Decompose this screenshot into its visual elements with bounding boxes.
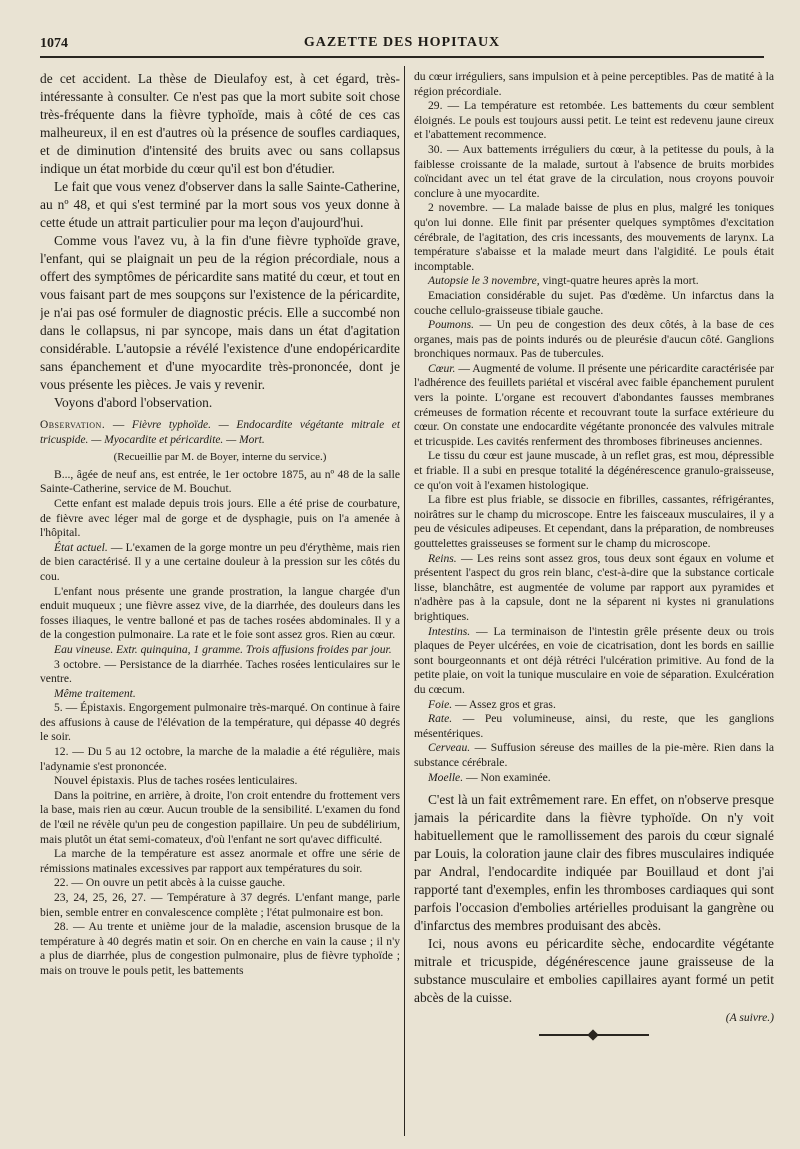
rate <box>414 712 774 741</box>
foie <box>414 698 774 713</box>
section-label: Cerveau. <box>428 741 471 755</box>
intestins <box>414 625 774 698</box>
page-number: 1074 <box>40 36 68 51</box>
treatment: Eau vineuse. Extr. quinquina, 1 gramme. Trois affusions froides par jour. <box>54 642 392 656</box>
paragraph: Emaciation considérable du sujet. Pas d'œdème. Un infarctus dans la couche cellulo-graisseuse tibiale gauche. <box>414 288 774 317</box>
paragraph: L'enfant nous présente une grande prostration, la langue chargée d'un enduit muqueux ; une fièvre assez vive, de la diarrhée, des douleurs dans les fosses iliaques, le ventre balloné et pas de taches rosées abdominales. Il y a de la congestion pulmonaire. La rate et le foie sont assez gros. Rien au cœur. <box>40 584 400 642</box>
autopsie <box>414 274 774 289</box>
paragraph: La marche de la température est assez anormale et offre une série de rémissions matinales excessives par rapport aux températures du soir. <box>40 847 400 875</box>
section-label: Autopsie le 3 novembre, <box>428 274 540 288</box>
section-label: Foie. <box>428 697 453 711</box>
paragraph: 3 octobre. — Persistance de la diarrhée. Taches rosées lenticulaires sur le ventre. <box>40 657 400 686</box>
paragraph: Ici, nous avons eu péricardite sèche, endocardite végétante mitrale et tricuspide, dégénérescence jaune graisseuse de la substance musculaire et embolies capillaires ayant formé un petit abcès de la cuisse. <box>414 936 774 1006</box>
section-label: Reins. <box>428 551 457 565</box>
coeur <box>414 362 774 450</box>
paragraph: Comme vous l'avez vu, à la fin d'une fièvre typhoïde grave, l'enfant, qui se plaignait un peu de la région précordiale, nous a offert des symptômes de péricardite sans matité du cœur, et tout en vous faisant part de mes soupçons sur l'existence de la péricardite, je n'ai pas osé formuler de diagnostic précis. Elle a succombé non dans le collapsus, ni par syncope, mais dans un état d'agitation considérable. L'autopsie a révélé l'existence d'une endopéricardite sans épanchement et d'une myocardite très-prononcée, dont je vous présente les pièces. Je vais y revenir. <box>40 233 400 392</box>
page-header <box>40 30 764 58</box>
section-label: Cœur. <box>428 361 456 375</box>
paragraph: 23, 24, 25, 26, 27. — Température à 37 degrés. L'enfant mange, parle bien, semble entrer en convalescence complète ; l'état pulmonaire est bon. <box>40 891 400 919</box>
reins <box>414 552 774 625</box>
end-ornament <box>539 1034 649 1036</box>
observation-heading: Observation. — Fièvre typhoïde. — Endocardite végétante mitrale et tricuspide. — Myocardite et péricardite. — Mort. <box>40 419 400 446</box>
section-text: — Un peu de congestion des deux côtés, à la base de ces organes, mais pas de points indurés ou de pleurésie d'aucun côté. Ganglions bronchiques normaux. Pas de tubercules. <box>414 318 774 361</box>
section-text: vingt-quatre heures après la mort. <box>539 274 699 288</box>
right-column <box>414 70 774 1132</box>
same-treatment: Même traitement. <box>54 686 136 700</box>
paragraph: Cette enfant est malade depuis trois jours. Elle a été prise de courbature, de fièvre avec léger mal de gorge et de dysphagie, puis on l'a amenée à l'hôpital. <box>40 496 400 540</box>
discussion <box>414 791 774 1007</box>
section-text: — Les reins sont assez gros, tous deux sont égaux en volume et présentent l'aspect du gros rein blanc, c'est-à-dire que la substance corticale lisse, blanchâtre, est augmentée de volume par rapport aux pyramides et n'adhère pas à la capsule, dont ne la séparent ni kystes ni granulations brightiques. <box>414 551 774 623</box>
poumons <box>414 318 774 362</box>
section-text: — L'examen de la gorge montre un peu d'érythème, mais rien de bien caractérisé. Il y a une certaine douleur à la pression sur les côtés du cou. <box>40 540 400 583</box>
paragraph: 22. — On ouvre un petit abcès à la cuisse gauche. <box>54 876 286 890</box>
paragraph: 2 novembre. — La malade baisse de plus en plus, malgré les toniques qu'on lui donne. Elle finit par présenter quelques symptômes d'excitation cérébrale, de l'agitation, des cris incessants, des mouvements de larynx. La température s'abaisse et la malade meurt dans l'algidité. Le pouls était incomptable. <box>414 201 774 273</box>
section-label: Poumons. <box>428 318 475 332</box>
moelle <box>414 771 774 786</box>
section-text: — La terminaison de l'intestin grêle présente deux ou trois plaques de Peyer ulcérées, en voie de cicatrisation, dont les bords en saillie sont bourgeonnants et ont déjà rétréci l'ulcération primitive. Au fond de la petite plaie, on voit la tunique musculaire en voie de séparation. Exulcération du cœcum. <box>414 624 774 696</box>
section-text: — Suffusion séreuse des mailles de la pie-mère. Rien dans la substance cérébrale. <box>414 741 774 769</box>
collected-by: (Recueillie par M. de Boyer, interne du service.) <box>113 451 327 464</box>
paragraph: 28. — Au trente et unième jour de la maladie, ascension brusque de la température à 40 degrés matin et soir. On en cherche en vain la cause ; il n'y a plus de diarrhée, plus de congestion pulmonaire, plus de fièvre typhoïde ; mais on trouve le pouls petit, les battements <box>40 920 400 977</box>
section-label: Moelle. <box>428 770 464 784</box>
section-text: — Augmenté de volume. Il présente une péricardite caractérisée par l'adhérence des feuillets pariétal et viscéral avec faible épanchement purulent vers la pointe. L'organe est recouvert d'abondantes fausses membranes crémeuses de formation récente et recouvrant toute la surface extérieure du cœur. On constate une endocardite végétante prononcée des valvules mitrale et tricuspide. Les cavités renferment des thromboses fibrineuses anciennes. <box>414 361 774 448</box>
paragraph: 30. — Aux battements irréguliers du cœur, à la petitesse du pouls, à la faiblesse croissante de la malade, surtout à l'absence de bruits morbides coïncidant avec un tel état grave de la circulation, nous croyons pouvoir conclure à une myocardite. <box>414 142 774 200</box>
paragraph: B..., âgée de neuf ans, est entrée, le 1er octobre 1875, au nº 48 de la salle Sainte-Catherine, service de M. Bouchut. <box>40 467 400 496</box>
paragraph: La fibre est plus friable, se dissocie en fibrilles, cassantes, réfrigérantes, noirâtres sur le champ du microscope. Entre les faisceaux musculaires, il y a peu de vésicules adipeuses. Et cependant, dans la préparation, de nombreuses gouttelettes graisseuses se forment sur le champ du microscope. <box>414 493 774 550</box>
paragraph: de cet accident. La thèse de Dieulafoy est, à cet égard, très-intéressante à consulter. Ce n'est pas que la mort subite soit chose très-fréquente dans la fièvre typhoïde, mais à côté de ces cas malheureux, il en est d'autres où la présence de soufles cardiaques, et de diminution d'intensité des bruits avec ou sans collapsus indique un état morbide du cœur qu'il est bon d'étudier. <box>40 71 400 176</box>
section-label: Rate. <box>428 712 453 726</box>
paragraph: Voyons d'abord l'observation. <box>54 395 213 410</box>
column-divider <box>404 66 405 1136</box>
cerveau <box>414 741 774 770</box>
paragraph: Le tissu du cœur est jaune muscade, à un reflet gras, est mou, dépressible et friable. Il a subi en presque totalité la dégénérescence granulo-graisseuse, ce qu'on voit à l'examen histologique. <box>414 449 774 492</box>
section-label: État actuel. <box>54 540 108 554</box>
observation-label: Observation. <box>40 419 106 431</box>
paragraph: 5. — Épistaxis. Engorgement pulmonaire très-marqué. On continue à faire des affusions à cause de l'élévation de la température, qui dépasse 40 degrés le soir. <box>40 701 400 744</box>
to-be-continued: (A suivre.) <box>725 1011 774 1025</box>
etat-actuel <box>40 541 400 585</box>
paragraph: Nouvel épistaxis. Plus de taches rosées lenticulaires. <box>54 774 298 788</box>
section-text: — Assez gros et gras. <box>452 697 556 711</box>
section-text: — Non examinée. <box>463 770 551 784</box>
paragraph: C'est là un fait extrêmement rare. En effet, on n'observe presque jamais la péricardite dans la fièvre typhoïde. On n'y voit habituellement que le ramollissement des parois du cœur signalé par Louis, la coloration jaune clair des fibres musculaires indiquée par Andral, l'endocardite indiquée par Bouillaud et dont j'ai rapporté tant d'exemples, enfin les thromboses cardiaques qui sont parfois l'occasion d'embolies artérielles produisant la gangrène ou d'infarctus des membres produisant des abcès. <box>414 792 774 934</box>
left-column <box>40 70 400 1132</box>
paragraph: Dans la poitrine, en arrière, à droite, l'on croit entendre du frottement vers la base, mais rien au cœur. Aucun trouble de la sensibilité. L'examen du fond de l'œil ne révèle qu'un peu de congestion papillaire. Un peu de subdélirium, mais plutôt un état semi-comateux, d'où l'enfant ne sort qu'avec difficulté. <box>40 788 400 846</box>
paragraph: 12. — Du 5 au 12 octobre, la marche de la maladie a été régulière, mais l'adynamie s'est prononcée. <box>40 745 400 773</box>
observation-title: Fièvre typhoïde. — Endocardite végétante mitrale et tricuspide. — Myocardite et péricardite. — Mort. <box>40 419 400 446</box>
paragraph: 29. — La température est retombée. Les battements du cœur semblent éloignés. Le pouls est toujours aussi petit. Le teint est redevenu jaune cireux et l'abattement recommence. <box>414 99 774 142</box>
paragraph: du cœur irréguliers, sans impulsion et à peine perceptibles. Pas de matité à la région précordiale. <box>414 70 774 98</box>
section-text: — Peu volumineuse, ainsi, du reste, que les ganglions mésentériques. <box>414 712 774 740</box>
running-title: GAZETTE DES HOPITAUX <box>303 35 501 50</box>
paragraph: Le fait que vous venez d'observer dans la salle Sainte-Catherine, au nº 48, et qui s'est terminé par la mort sous vos yeux donne à cette étude un attrait particulier pour ma leçon d'aujourd'hui. <box>40 179 400 230</box>
lecture-intro <box>40 70 400 412</box>
section-label: Intestins. <box>428 624 471 638</box>
